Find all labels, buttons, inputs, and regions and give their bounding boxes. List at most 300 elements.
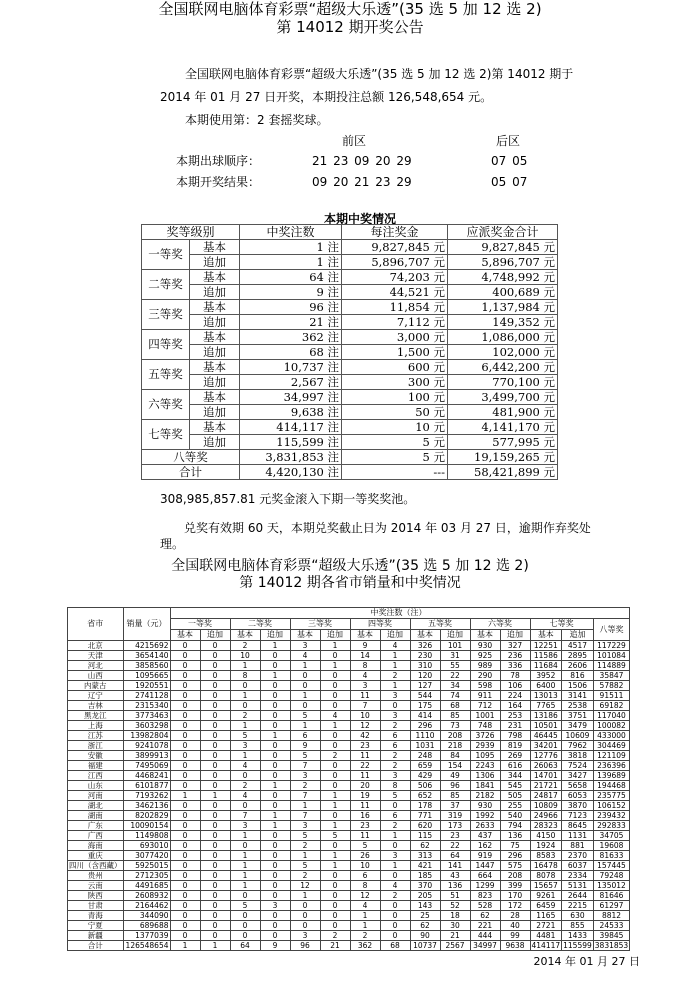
win-count: 106 — [500, 681, 530, 691]
win-count: 1 — [230, 751, 260, 761]
win-count: 0 — [200, 661, 230, 671]
win-count: 2633 — [470, 821, 500, 831]
prize-per: 74,203 元 — [342, 270, 448, 285]
win-count: 13186 — [530, 711, 562, 721]
win-count: 24533 — [593, 921, 629, 931]
win-count: 748 — [470, 721, 500, 731]
win-count: 630 — [562, 911, 594, 921]
win-count: 327 — [500, 641, 530, 651]
table-row — [68, 931, 630, 941]
win-count: 7765 — [530, 701, 562, 711]
prize-row — [142, 255, 558, 270]
province-name: 黑龙江 — [68, 711, 124, 721]
win-count: 1 — [260, 781, 290, 791]
prize-type: 基本 — [190, 390, 240, 405]
win-count: 0 — [320, 841, 350, 851]
win-count: 296 — [500, 851, 530, 861]
win-count: 1 — [230, 661, 260, 671]
win-count: 3 — [290, 821, 320, 831]
prize-count: 34,997 注 — [240, 390, 342, 405]
win-count: 4 — [350, 901, 380, 911]
prize-row — [142, 360, 558, 375]
prize-total: 1,137,984 元 — [448, 300, 558, 315]
prize-type: 追加 — [190, 255, 240, 270]
win-count: 205 — [410, 891, 440, 901]
win-count: 239432 — [593, 811, 629, 821]
header-level: 五等奖 — [410, 619, 470, 630]
win-count: 24817 — [530, 791, 562, 801]
win-count: 101084 — [593, 651, 629, 661]
table-row — [68, 891, 630, 901]
win-count: 19608 — [593, 841, 629, 851]
win-count: 3 — [380, 691, 410, 701]
table-row — [68, 641, 630, 651]
win-count: 28323 — [530, 821, 562, 831]
province-sales: 7193262 — [123, 791, 170, 801]
win-count: 26063 — [530, 761, 562, 771]
win-count: 2 — [380, 761, 410, 771]
win-count: 154 — [440, 761, 470, 771]
prize-row — [142, 240, 558, 255]
table-row — [68, 921, 630, 931]
section-title: 全国联网电脑体育彩票“超级大乐透”(35 选 5 加 12 选 2) — [171, 558, 529, 574]
win-count: 4 — [350, 671, 380, 681]
win-count: 11 — [350, 691, 380, 701]
win-count: 0 — [200, 881, 230, 891]
win-count: 0 — [290, 911, 320, 921]
win-count: 3479 — [562, 721, 594, 731]
table-row — [68, 781, 630, 791]
win-count: 0 — [320, 701, 350, 711]
win-count: 1 — [200, 791, 230, 801]
province-sales: 8202829 — [123, 811, 170, 821]
header-eighth: 八等奖 — [593, 619, 629, 641]
win-count: 99 — [500, 931, 530, 941]
win-count: 362 — [350, 941, 380, 951]
win-count: 2 — [290, 871, 320, 881]
win-count: 16478 — [530, 861, 562, 871]
win-count: 1 — [230, 721, 260, 731]
draw-result-back: 05 07 — [491, 175, 528, 189]
win-count: 0 — [170, 901, 200, 911]
win-count: 39845 — [593, 931, 629, 941]
win-count: 75 — [500, 841, 530, 851]
province-sales: 4215692 — [123, 641, 170, 651]
header-total: 应派奖金合计 — [448, 225, 558, 240]
win-count: 0 — [200, 691, 230, 701]
draw-order-label: 本期出球顺序： — [176, 154, 261, 168]
province-name: 福建 — [68, 761, 124, 771]
table-row — [68, 711, 630, 721]
win-count: 21721 — [530, 781, 562, 791]
prize-type: 追加 — [190, 375, 240, 390]
win-count: 2 — [290, 841, 320, 851]
win-count: 42 — [350, 731, 380, 741]
win-count: 0 — [230, 891, 260, 901]
prize-type: 追加 — [190, 345, 240, 360]
header-wins: 中奖注数（注） — [170, 608, 630, 619]
win-count: 2334 — [562, 871, 594, 881]
table-row — [68, 871, 630, 881]
win-count: 16 — [350, 811, 380, 821]
win-count: 1 — [170, 941, 200, 951]
win-count: 2 — [350, 931, 380, 941]
win-count: 141 — [440, 861, 470, 871]
prize-count: 96 注 — [240, 300, 342, 315]
win-count: 444 — [470, 931, 500, 941]
win-count: 0 — [200, 671, 230, 681]
win-count: 4 — [230, 761, 260, 771]
province-name: 河北 — [68, 661, 124, 671]
prize-per: 600 元 — [342, 360, 448, 375]
prize-row — [142, 390, 558, 405]
win-count: 0 — [170, 801, 200, 811]
win-count: 91511 — [593, 691, 629, 701]
win-count: 12 — [290, 881, 320, 891]
prize-total: 1,086,000 元 — [448, 330, 558, 345]
win-count: 6400 — [530, 681, 562, 691]
win-count: 652 — [410, 791, 440, 801]
win-count: 30 — [440, 921, 470, 931]
province-name: 广东 — [68, 821, 124, 831]
win-count: 0 — [290, 921, 320, 931]
win-count: 0 — [260, 871, 290, 881]
win-count: 1 — [260, 641, 290, 651]
win-count: 7123 — [562, 811, 594, 821]
win-count: 0 — [170, 861, 200, 871]
win-count: 81633 — [593, 851, 629, 861]
win-count: 0 — [200, 851, 230, 861]
province-name: 合计 — [68, 941, 124, 951]
prize-level: 一等奖 — [142, 240, 190, 270]
win-count: 0 — [170, 931, 200, 941]
province-name: 山西 — [68, 671, 124, 681]
win-count: 185 — [410, 871, 440, 881]
win-count: 62 — [470, 911, 500, 921]
win-count: 3427 — [562, 771, 594, 781]
province-sales: 4491685 — [123, 881, 170, 891]
prize-count: 2,567 注 — [240, 375, 342, 390]
prize-row — [142, 405, 558, 420]
province-name: 天津 — [68, 651, 124, 661]
province-name: 上海 — [68, 721, 124, 731]
win-count: 0 — [170, 661, 200, 671]
table-row — [68, 901, 630, 911]
win-count: 0 — [170, 781, 200, 791]
province-sales: 3899913 — [123, 751, 170, 761]
draw-order-back: 07 05 — [491, 154, 528, 168]
prize-total: 6,442,200 元 — [448, 360, 558, 375]
prize-level: 八等奖 — [142, 450, 240, 465]
win-count: 0 — [200, 781, 230, 791]
province-sales: 3462136 — [123, 801, 170, 811]
win-count: 2 — [380, 821, 410, 831]
win-count: 575 — [500, 861, 530, 871]
win-count: 248 — [410, 751, 440, 761]
prize-row — [142, 420, 558, 435]
win-count: 90 — [410, 931, 440, 941]
win-count: 231 — [500, 721, 530, 731]
win-count: 9261 — [530, 891, 562, 901]
win-count: 0 — [260, 751, 290, 761]
header-basic: 基本 — [350, 630, 380, 641]
province-sales: 2741128 — [123, 691, 170, 701]
win-count: 5 — [380, 791, 410, 801]
table-row — [68, 861, 630, 871]
win-count: 218 — [440, 741, 470, 751]
prize-level: 五等奖 — [142, 360, 190, 390]
prize-type: 基本 — [190, 360, 240, 375]
prize-type: 追加 — [190, 435, 240, 450]
prize-per: 100 元 — [342, 390, 448, 405]
win-count: 0 — [320, 761, 350, 771]
win-count: 0 — [260, 691, 290, 701]
win-count: 0 — [290, 701, 320, 711]
win-count: 1 — [230, 851, 260, 861]
province-sales: 10090154 — [123, 821, 170, 831]
win-count: 1 — [350, 921, 380, 931]
win-count: 11 — [350, 751, 380, 761]
province-sales: 689688 — [123, 921, 170, 931]
win-count: 3 — [380, 851, 410, 861]
prize-per: 10 元 — [342, 420, 448, 435]
win-count: 2895 — [562, 651, 594, 661]
win-count: 26 — [350, 851, 380, 861]
table-row — [68, 731, 630, 741]
province-name: 江苏 — [68, 731, 124, 741]
win-count: 162 — [470, 841, 500, 851]
win-count: 0 — [320, 781, 350, 791]
win-count: 4 — [290, 651, 320, 661]
win-count: 7 — [290, 811, 320, 821]
win-count: 0 — [230, 931, 260, 941]
prize-total: 4,748,992 元 — [448, 270, 558, 285]
win-count: 3726 — [470, 731, 500, 741]
prize-total: 481,900 元 — [448, 405, 558, 420]
win-count: 0 — [200, 771, 230, 781]
win-count: 2567 — [440, 941, 470, 951]
win-count: 798 — [500, 731, 530, 741]
win-count: 0 — [200, 821, 230, 831]
win-count: 1 — [350, 911, 380, 921]
province-sales: 5925015 — [123, 861, 170, 871]
win-count: 2644 — [562, 891, 594, 901]
win-count: 0 — [170, 741, 200, 751]
win-count: 598 — [470, 681, 500, 691]
province-name: 内蒙古 — [68, 681, 124, 691]
win-count: 0 — [200, 731, 230, 741]
win-count: 11 — [350, 801, 380, 811]
win-count: 0 — [320, 741, 350, 751]
table-row — [68, 721, 630, 731]
win-count: 4 — [230, 791, 260, 801]
prize-row — [142, 315, 558, 330]
win-count: 0 — [380, 841, 410, 851]
win-count: 881 — [562, 841, 594, 851]
province-name: 陕西 — [68, 891, 124, 901]
prize-count: 9,638 注 — [240, 405, 342, 420]
province-name: 江西 — [68, 771, 124, 781]
prize-total: 102,000 元 — [448, 345, 558, 360]
win-count: 46445 — [530, 731, 562, 741]
win-count: 8812 — [593, 911, 629, 921]
win-count: 3 — [260, 901, 290, 911]
win-count: 1992 — [470, 811, 500, 821]
win-count: 0 — [170, 721, 200, 731]
win-count: 11684 — [530, 661, 562, 671]
prize-row — [142, 270, 558, 285]
win-count: 313 — [410, 851, 440, 861]
win-count: 0 — [170, 911, 200, 921]
win-count: 2 — [380, 891, 410, 901]
win-count: 0 — [260, 931, 290, 941]
win-count: 1841 — [470, 781, 500, 791]
win-count: 1 — [320, 861, 350, 871]
win-count: 2606 — [562, 661, 594, 671]
win-count: 5658 — [562, 781, 594, 791]
prize-count: 1 注 — [240, 255, 342, 270]
prize-per: 44,521 元 — [342, 285, 448, 300]
claim-text-2: 理。 — [160, 537, 185, 551]
win-count: 0 — [230, 801, 260, 811]
win-count: 3 — [290, 641, 320, 651]
win-count: 115 — [410, 831, 440, 841]
win-count: 2 — [290, 781, 320, 791]
win-count: 4481 — [530, 931, 562, 941]
win-count: 1 — [260, 731, 290, 741]
win-count: 14 — [350, 651, 380, 661]
win-count: 930 — [470, 801, 500, 811]
win-count: 74 — [440, 691, 470, 701]
win-count: 3141 — [562, 691, 594, 701]
province-sales: 1095665 — [123, 671, 170, 681]
table-row — [68, 811, 630, 821]
province-name: 广西 — [68, 831, 124, 841]
province-sales: 3603298 — [123, 721, 170, 731]
win-count: 0 — [170, 731, 200, 741]
win-count: 1 — [290, 801, 320, 811]
province-name: 辽宁 — [68, 691, 124, 701]
win-count: 51 — [440, 891, 470, 901]
province-name: 新疆 — [68, 931, 124, 941]
header-basic: 基本 — [470, 630, 500, 641]
prize-total: 770,100 元 — [448, 375, 558, 390]
header-basic: 基本 — [410, 630, 440, 641]
win-count: 1 — [260, 671, 290, 681]
province-sales: 344090 — [123, 911, 170, 921]
province-sales: 6101877 — [123, 781, 170, 791]
prize-count: 4,420,130 注 — [240, 465, 342, 480]
table-row — [68, 741, 630, 751]
win-count: 2370 — [562, 851, 594, 861]
win-count: 819 — [500, 741, 530, 751]
win-count: 336 — [500, 661, 530, 671]
win-count: 0 — [200, 831, 230, 841]
win-count: 8 — [350, 661, 380, 671]
win-count: 114889 — [593, 661, 629, 671]
win-count: 5 — [230, 731, 260, 741]
win-count: 0 — [320, 811, 350, 821]
win-count: 0 — [320, 921, 350, 931]
win-count: 0 — [320, 671, 350, 681]
win-count: 4 — [320, 711, 350, 721]
province-name: 贵州 — [68, 871, 124, 881]
win-count: 96 — [440, 781, 470, 791]
win-count: 0 — [260, 851, 290, 861]
win-count: 120 — [410, 671, 440, 681]
win-count: 0 — [380, 931, 410, 941]
win-count: 224 — [500, 691, 530, 701]
prize-count: 64 注 — [240, 270, 342, 285]
footer-date: 2014 年 01 月 27 日 — [533, 955, 640, 968]
win-count: 0 — [320, 901, 350, 911]
prize-per: 1,500 元 — [342, 345, 448, 360]
win-count: 135012 — [593, 881, 629, 891]
win-count: 0 — [200, 711, 230, 721]
win-count: 2182 — [470, 791, 500, 801]
win-count: 23 — [440, 831, 470, 841]
table-row — [68, 761, 630, 771]
ball-set-text: 本期使用第：2 套摇奖球。 — [185, 113, 329, 127]
table-row — [68, 691, 630, 701]
win-count: 136 — [500, 831, 530, 841]
win-count: 6 — [380, 741, 410, 751]
win-count: 1 — [290, 721, 320, 731]
prize-type: 基本 — [190, 330, 240, 345]
win-count: 0 — [200, 901, 230, 911]
province-sales: 3858560 — [123, 661, 170, 671]
win-count: 49 — [440, 771, 470, 781]
win-count: 8 — [230, 671, 260, 681]
win-count: 0 — [260, 721, 290, 731]
win-count: 178 — [410, 801, 440, 811]
back-zone-label: 后区 — [496, 134, 521, 148]
win-count: 10501 — [530, 721, 562, 731]
win-count: 0 — [380, 921, 410, 931]
win-count: 2 — [380, 751, 410, 761]
win-count: 1 — [200, 941, 230, 951]
win-count: 8078 — [530, 871, 562, 881]
province-sales: 693010 — [123, 841, 170, 851]
win-count: 540 — [500, 811, 530, 821]
header-basic: 基本 — [170, 630, 200, 641]
win-count: 5 — [290, 861, 320, 871]
win-count: 310 — [410, 661, 440, 671]
win-count: 1165 — [530, 911, 562, 921]
prize-count: 362 注 — [240, 330, 342, 345]
win-count: 14701 — [530, 771, 562, 781]
page-title: 全国联网电脑体育彩票“超级大乐透”(35 选 5 加 12 选 2) — [158, 0, 542, 18]
win-count: 6 — [350, 871, 380, 881]
province-sales: 2164462 — [123, 901, 170, 911]
province-name: 湖南 — [68, 811, 124, 821]
win-count: 5 — [320, 831, 350, 841]
win-count: 0 — [200, 871, 230, 881]
prize-total: 3,499,700 元 — [448, 390, 558, 405]
win-count: 7 — [290, 761, 320, 771]
province-name: 云南 — [68, 881, 124, 891]
win-count: 304469 — [593, 741, 629, 751]
win-count: 100082 — [593, 721, 629, 731]
prize-level: 七等奖 — [142, 420, 190, 450]
win-count: 15657 — [530, 881, 562, 891]
win-count: 85 — [440, 711, 470, 721]
header-extra: 追加 — [200, 630, 230, 641]
win-count: 1 — [290, 851, 320, 861]
province-sales: 7495069 — [123, 761, 170, 771]
prize-count: 414,117 注 — [240, 420, 342, 435]
win-count: 230 — [410, 651, 440, 661]
